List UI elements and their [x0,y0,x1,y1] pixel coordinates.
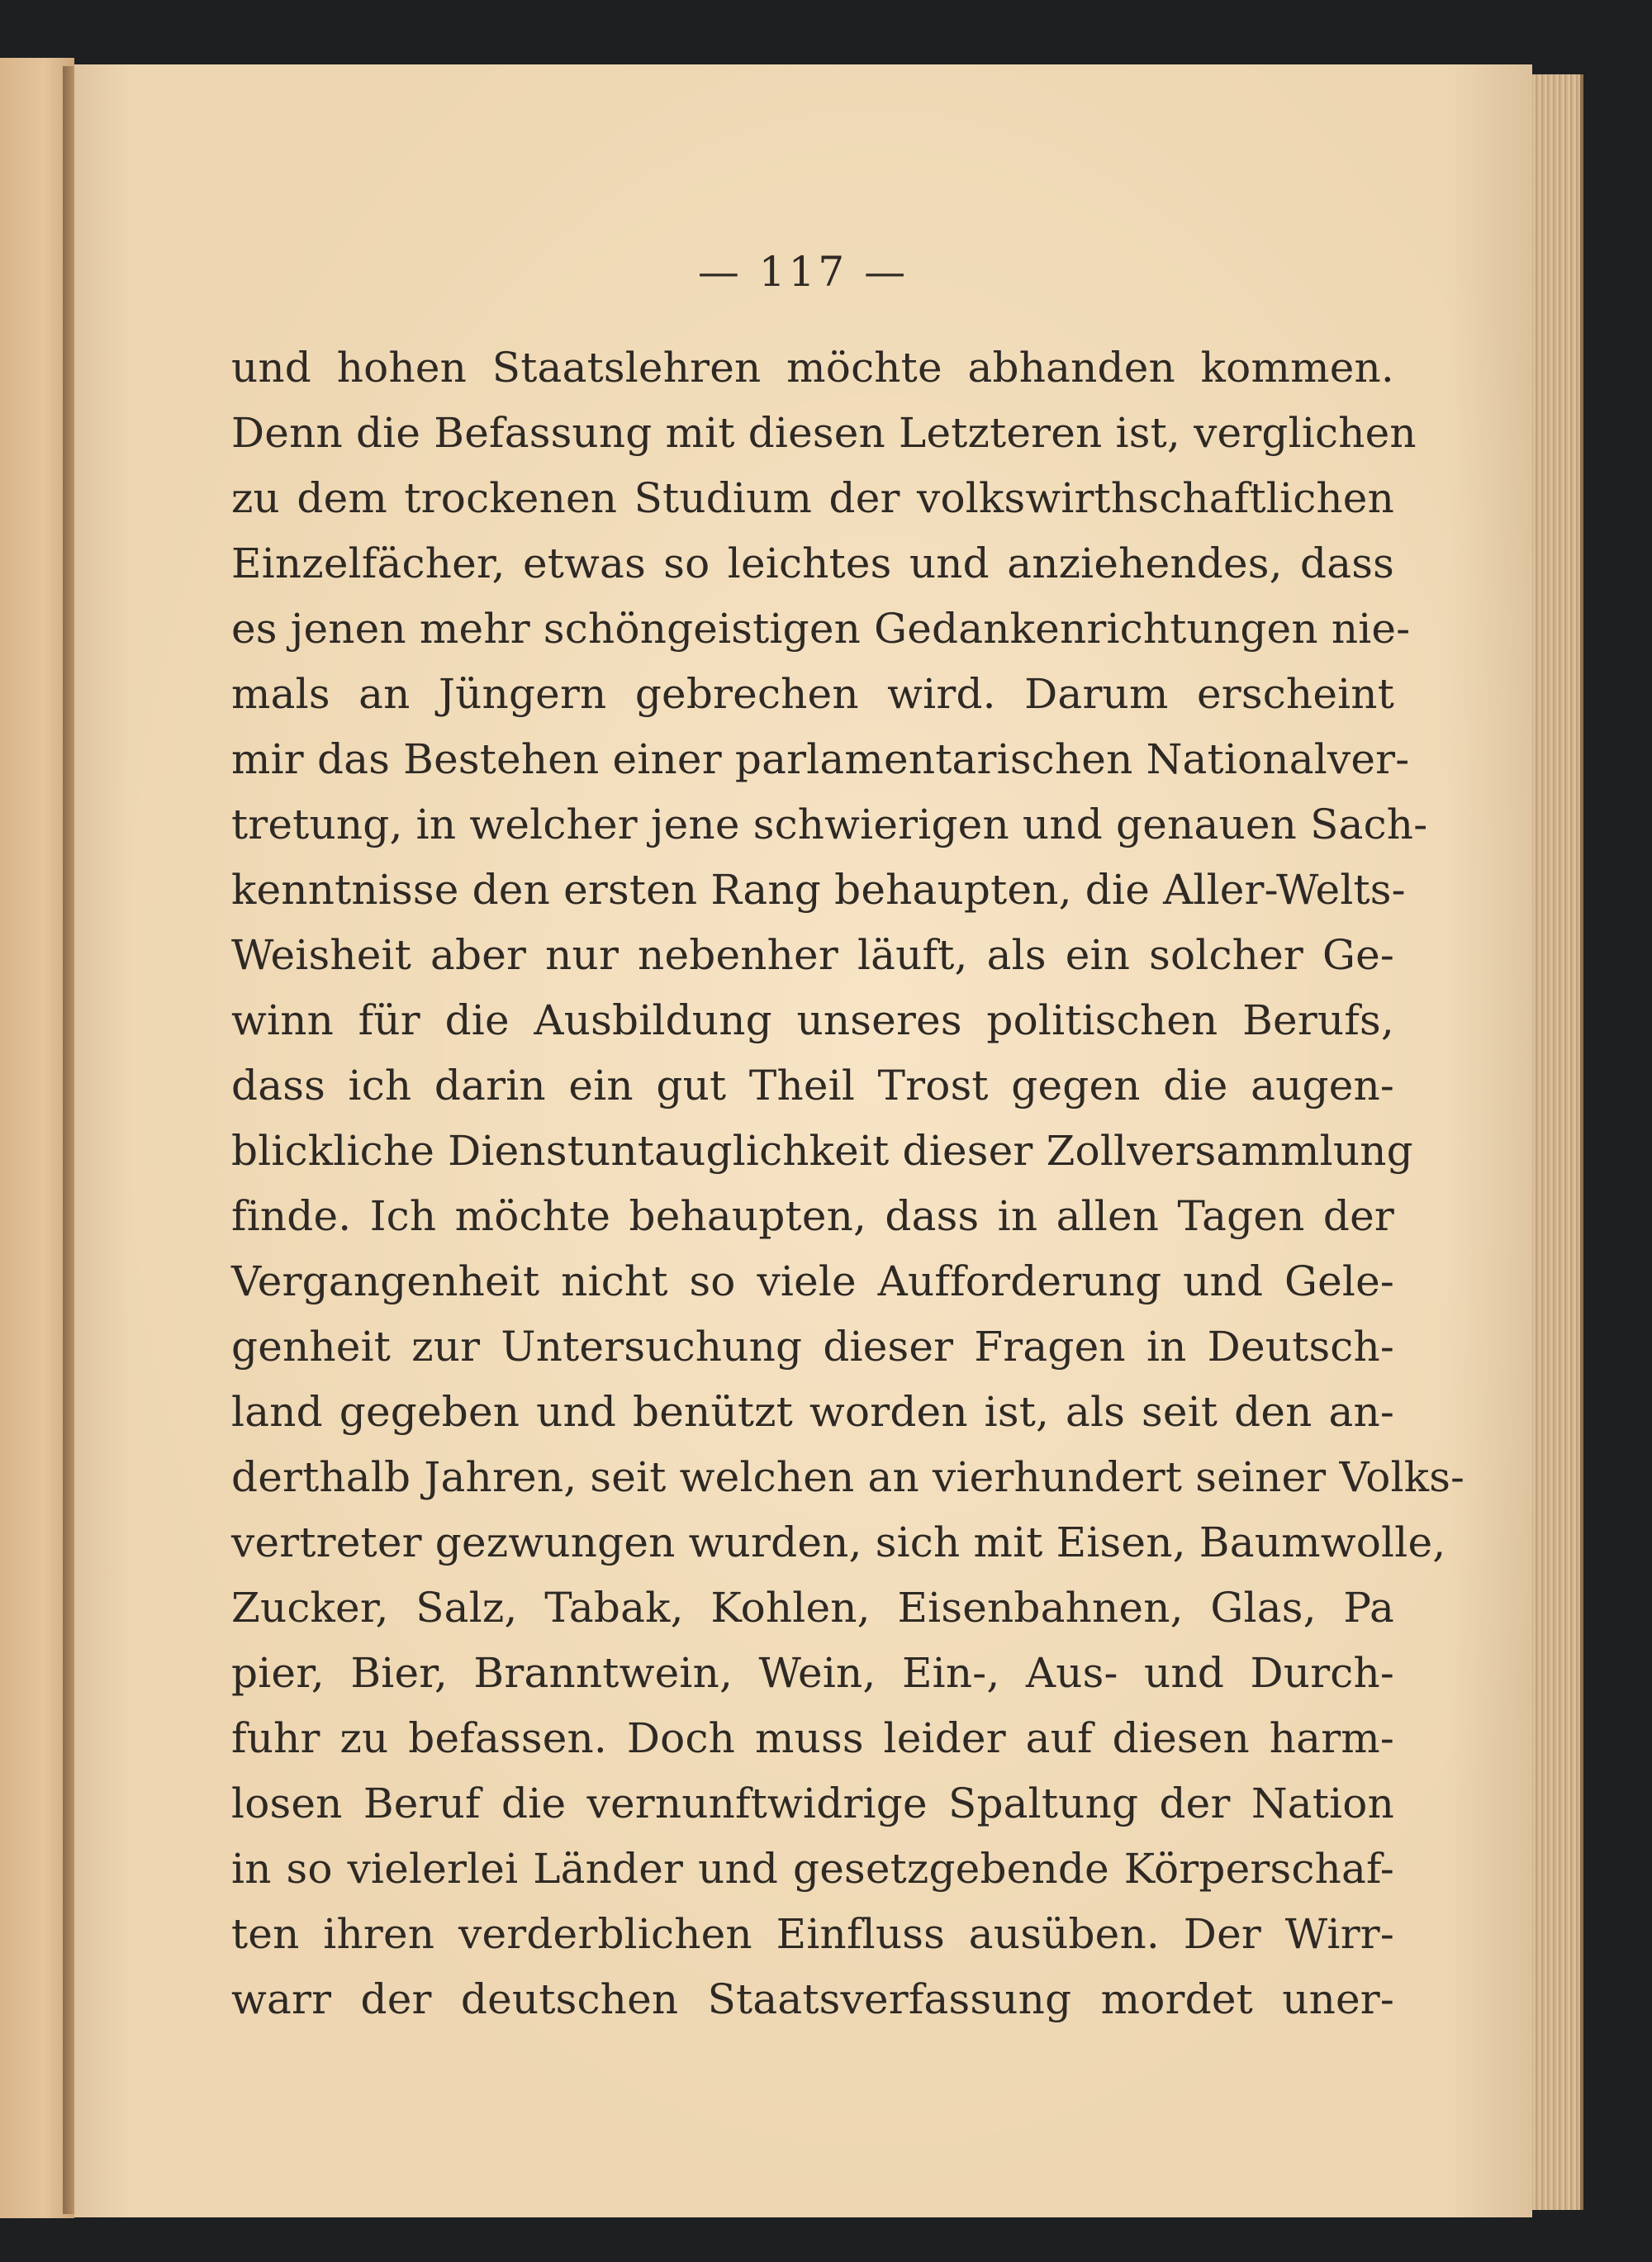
page-stack-edges [1532,74,1583,2210]
text-line: mir das Bestehen einer parlamentarischen Nationalver- [231,735,1410,783]
text-line: winn für die Ausbildung unseres politischen Berufs, [231,996,1394,1044]
text-line: Einzelfächer, etwas so leichtes und anziehendes, dass [231,539,1394,587]
text-line: es jenen mehr schöngeistigen Gedankenrichtungen nie- [231,605,1411,653]
page-number: — 117 — [697,248,909,296]
text-line: und hohen Staatslehren möchte abhanden kommen. [231,344,1394,392]
text-line: fuhr zu befassen. Doch muss leider auf diesen harm- [231,1714,1394,1762]
text-line: finde. Ich möchte behaupten, dass in allen Tagen der [231,1192,1394,1240]
text-line: Weisheit aber nur nebenher läuft, als ein solcher Ge- [231,931,1394,979]
text-line: pier, Bier, Branntwein, Wein, Ein-, Aus- und Durch- [231,1649,1394,1697]
text-line: land gegeben und benützt worden ist, als seit den an- [231,1388,1394,1436]
text-line: losen Beruf die vernunftwidrige Spaltung der Nation [231,1780,1394,1827]
text-line: mals an Jüngern gebrechen wird. Darum erscheint [231,670,1394,718]
text-line: Denn die Befassung mit diesen Letzteren ist, verglichen [231,409,1417,457]
text-line: vertreter gezwungen wurden, sich mit Eisen, Baumwolle, [231,1518,1446,1566]
text-line: derthalb Jahren, seit welchen an vierhundert seiner Volks- [231,1453,1465,1501]
text-line: kenntnisse den ersten Rang behaupten, die Aller-Welts- [231,866,1406,914]
text-line: genheit zur Untersuchung dieser Fragen in Deutsch- [231,1323,1394,1371]
book-gutter [63,66,74,2214]
text-line: zu dem trockenen Studium der volkswirthschaftlichen [231,474,1394,522]
text-line: Zucker, Salz, Tabak, Kohlen, Eisenbahnen, Glas, Pa [231,1584,1394,1632]
text-line: blickliche Dienstuntauglichkeit dieser Zollversammlung [231,1127,1413,1175]
text-line: tretung, in welcher jene schwierigen und genauen Sach- [231,801,1428,848]
text-line: in so vielerlei Länder und gesetzgebende Körperschaf- [231,1845,1394,1893]
book-page [74,64,1532,2217]
text-line: ten ihren verderblichen Einfluss ausüben. Der Wirr- [231,1910,1394,1958]
text-line: dass ich darin ein gut Theil Trost gegen die augen- [231,1062,1394,1110]
text-line: warr der deutschen Staatsverfassung mordet uner- [231,1975,1394,2023]
body-text [231,335,1465,2032]
text-line: Vergangenheit nicht so viele Aufforderung und Gele- [231,1257,1394,1305]
